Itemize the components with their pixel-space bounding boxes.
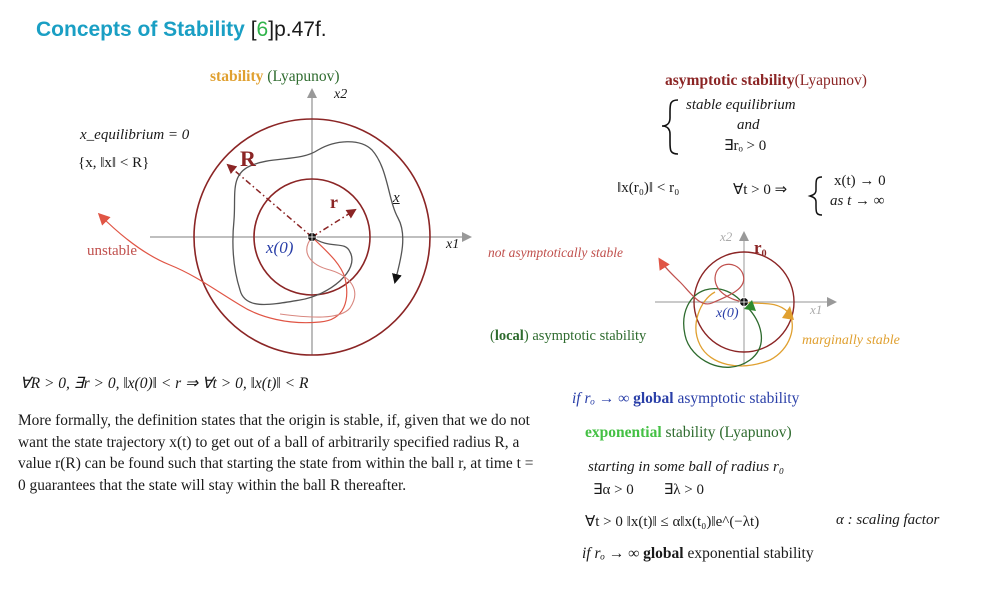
brace-line-3: ∃rₒ > 0 <box>724 138 767 154</box>
global-exponential-line: if rₒ → ∞ global exponential stability <box>582 545 814 562</box>
radius-r-arrow <box>312 210 355 237</box>
not-asymptotic-label: not asymptotically stable <box>488 245 623 260</box>
left-x1-label: x1 <box>446 237 460 252</box>
brace-icon <box>662 100 678 154</box>
asymptotic-condition-left: ‖x(r₀)‖ < r₀ <box>617 180 680 196</box>
right-x2-label: x2 <box>720 229 733 244</box>
exponential-formula: ∀t > 0 ‖x(t)‖ ≤ α‖x(t₀)‖e^(−λt) <box>585 514 760 530</box>
exponential-heading: exponential stability (Lyapunov) <box>585 424 792 441</box>
not-asymptotic-trajectory <box>660 260 744 304</box>
unstable-trajectory <box>100 215 347 323</box>
asymptotic-heading: asymptotic stability(Lyapunov) <box>665 72 867 89</box>
small-radius-r-label: r <box>330 192 338 212</box>
marginal-label: marginally stable <box>802 333 900 348</box>
exponential-line-2: ∃α > 0 ∃λ > 0 <box>593 482 705 498</box>
unstable-label: unstable <box>87 243 137 259</box>
r0-label: r₀ <box>754 238 767 257</box>
stable-trajectory <box>233 142 403 305</box>
ball-set-label: {x, ‖x‖ < R} <box>78 155 150 171</box>
brace-line-1: stable equilibrium <box>686 97 796 113</box>
limit-brace-icon <box>810 177 822 215</box>
right-initial-state-label: x(0) <box>716 306 739 321</box>
global-asymptotic-line: if rₒ → ∞ global asymptotic stability <box>572 390 800 407</box>
big-radius-R-label: R <box>240 146 256 171</box>
brace-line-2: and <box>737 117 760 133</box>
formal-definition-paragraph: More formally, the definition states that the origin is stable, if, given that we do not want the state trajectory x(t) to get out of a ball of arbitrarily specified radius R, a value r(R) can be found such that starting the state from within the ball r, at time t = 0 guarantees that the state will stay within the ball R thereafter. <box>18 412 534 494</box>
title-ref-link[interactable]: 6 <box>256 18 269 41</box>
limit-line-2: as t → ∞ <box>830 193 885 209</box>
stability-heading: stability (Lyapunov) <box>210 68 340 85</box>
initial-state-label: x(0) <box>266 238 294 257</box>
left-x2-label: x2 <box>334 87 348 102</box>
trajectory-x-label: x <box>393 190 400 206</box>
asymptotic-condition-mid: ∀t > 0 ⇒ <box>733 182 788 198</box>
title-ref-open: [ <box>250 18 257 41</box>
right-x1-label: x1 <box>810 302 823 317</box>
radius-R-arrow <box>228 165 312 237</box>
title-page: p.47f. <box>274 18 327 41</box>
title-main: Concepts of Stability <box>36 18 245 41</box>
exponential-line-1: starting in some ball of radius r₀ <box>588 459 785 475</box>
alpha-note: α : scaling factor <box>836 512 940 528</box>
definition-formula: ∀R > 0, ∃r > 0, ‖x(0)‖ < r ⇒ ∀t > 0, ‖x(t)‖ < R <box>20 375 309 392</box>
title-ref-close: ] <box>268 18 275 41</box>
limit-line-1: x(t) → 0 <box>834 173 886 189</box>
x-equilibrium-label: x_equilibrium = 0 <box>80 127 190 143</box>
local-asymptotic-label: (local) asymptotic stability <box>490 328 647 344</box>
